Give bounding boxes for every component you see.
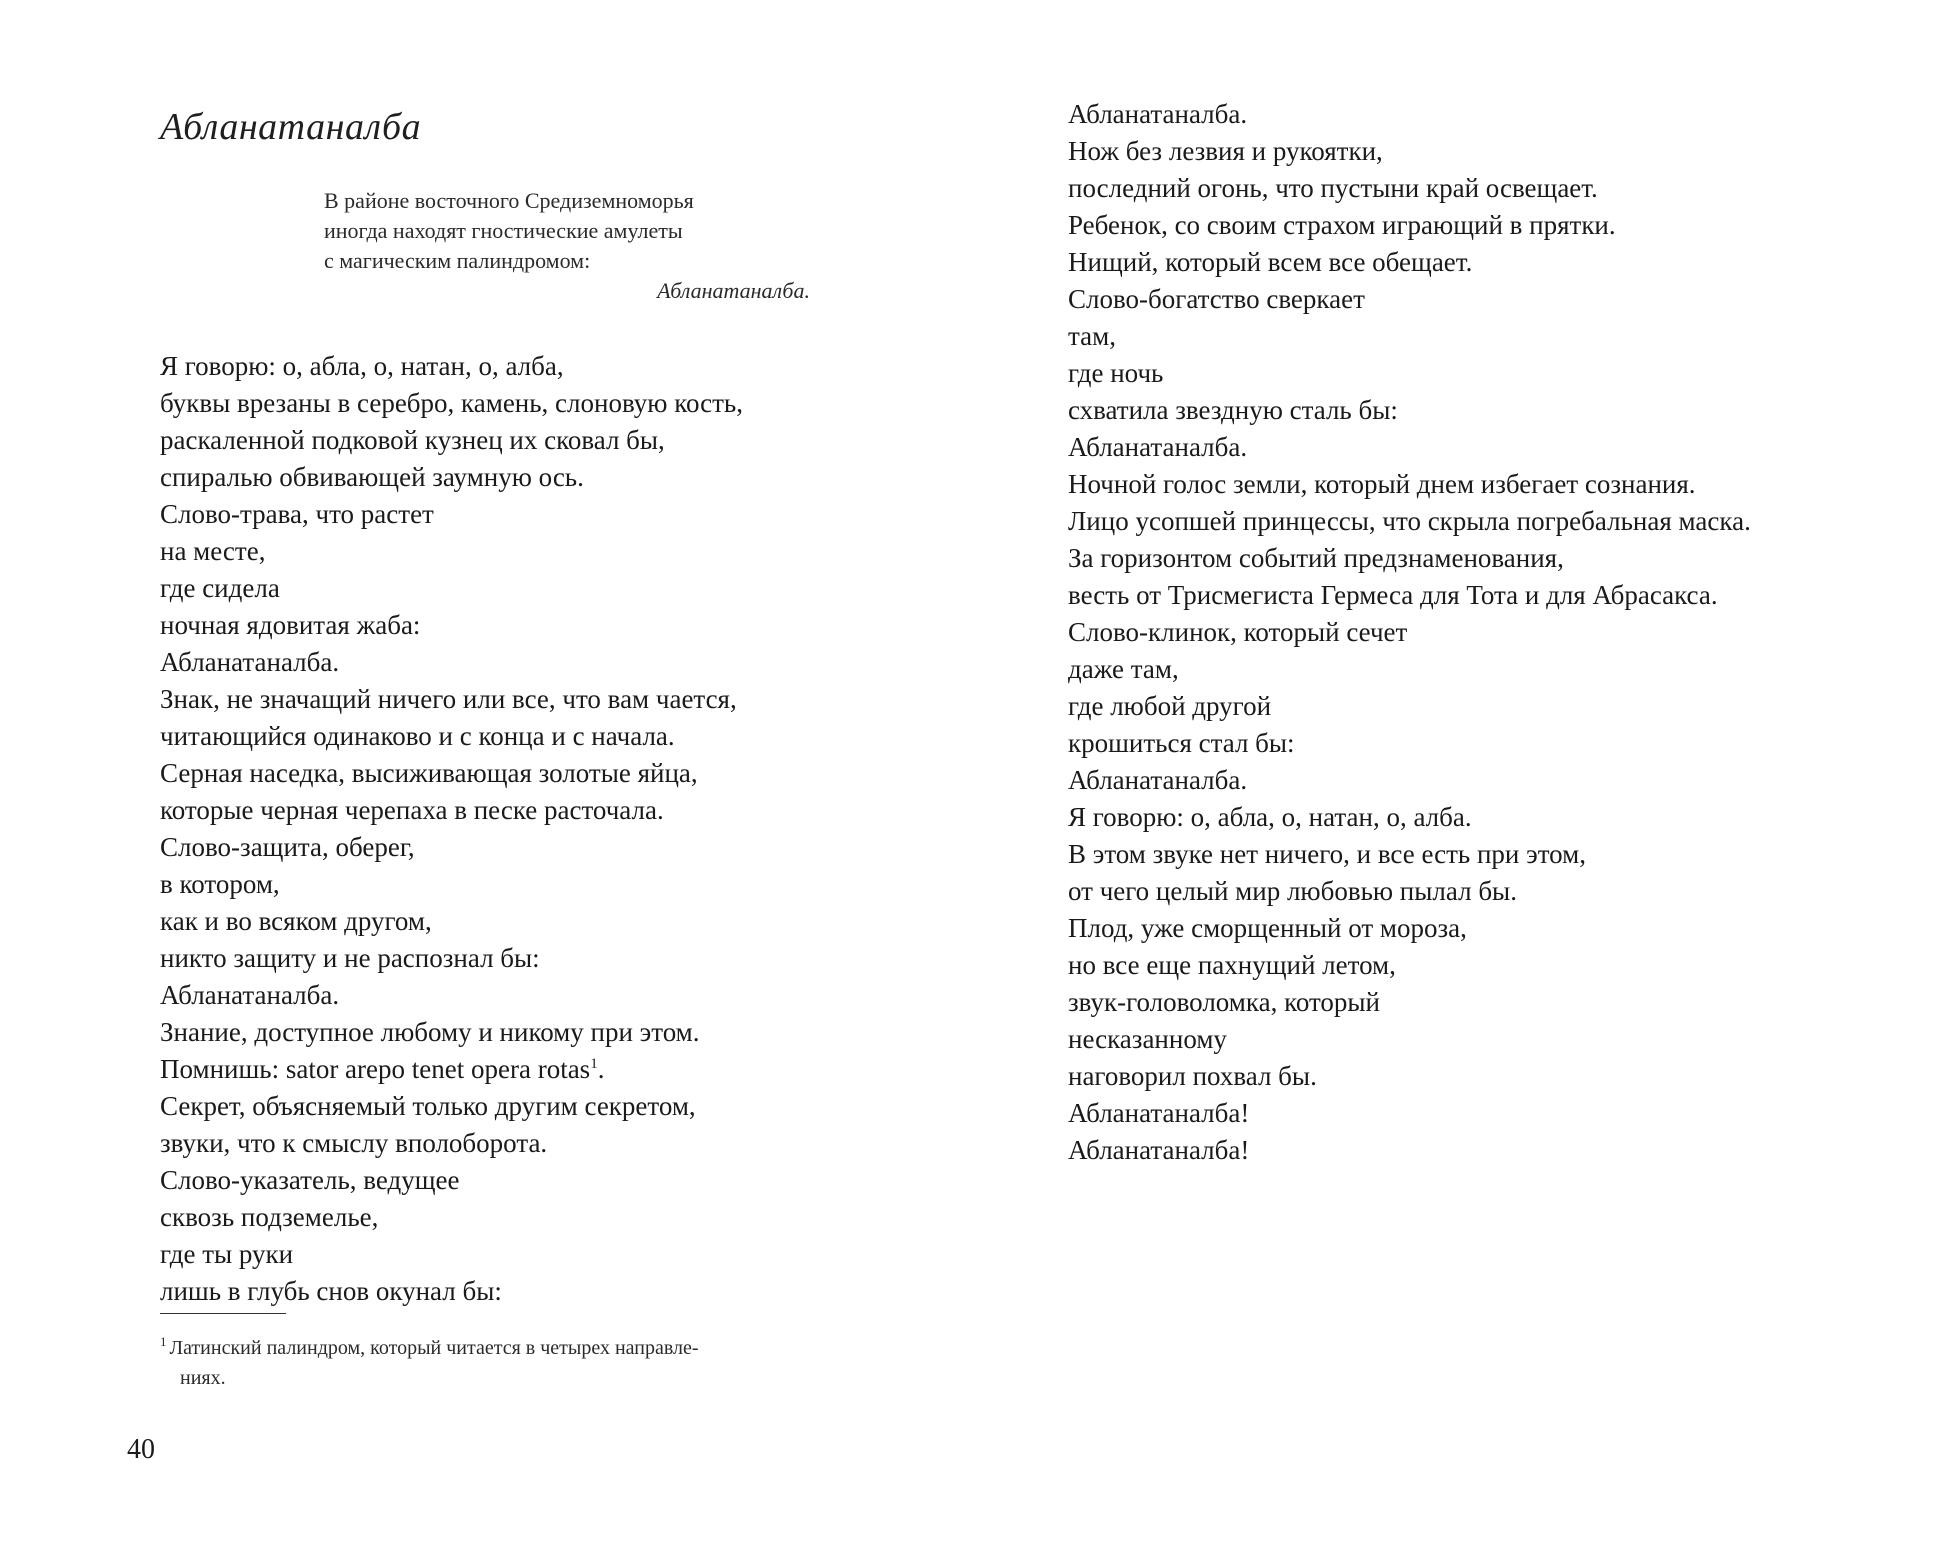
page-number: 40 [127,1434,155,1465]
verse-line: сквозь подземелье, [160,1202,379,1232]
verse-line: Абланатаналба. [160,980,340,1010]
verse-line: которые черная черепаха в песке расточала. [160,795,664,825]
verse-line: звук-головоломка, который [1068,987,1380,1017]
footnote-mark: 1 [160,1334,167,1350]
verse-line: где сидела [160,573,280,603]
footnote-reference[interactable]: 1 [590,1056,598,1072]
verse-line: даже там, [1068,654,1179,684]
verse-line: читающийся одинаково и с конца и с начала. [160,721,675,751]
verse-line: Ребенок, со своим страхом играющий в прятки. [1068,210,1616,240]
verse-line: звуки, что к смыслу вполоборота. [160,1128,548,1158]
verse-right-column [1068,96,1751,1169]
verse-line: несказанному [1068,1024,1227,1054]
verse-line: в котором, [160,869,280,899]
verse-line: Абланатаналба! [1068,1098,1250,1128]
verse-line: лишь в глубь снов окунал бы: [160,1276,502,1306]
epigraph-line: с магическим палиндромом: [324,248,591,273]
verse-line: Абланатаналба. [1068,432,1248,462]
verse-line: Плод, уже сморщенный от мороза, [1068,913,1467,943]
verse-line: там, [1068,321,1116,351]
verse-line: буквы врезаны в серебро, камень, слоновую кость, [160,388,743,418]
verse-line: наговорил похвал бы. [1068,1061,1317,1091]
footnote-text: Латинский палиндром, который читается в четырех направле- [169,1337,699,1359]
footnote-divider [160,1313,286,1314]
verse-line: где любой другой [1068,691,1272,721]
verse-line: как и во всяком другом, [160,906,432,936]
verse-line: но все еще пахнущий летом, [1068,950,1396,980]
verse-line: Нищий, который всем все обещает. [1068,247,1473,277]
epigraph [324,186,810,306]
epigraph-palindrome: Абланатаналба. [657,278,810,303]
verse-line: Абланатаналба. [1068,765,1248,795]
verse-line: где ты руки [160,1239,294,1269]
verse-line: Знание, доступное любому и никому при этом. [160,1017,700,1047]
verse-line: Абланатаналба! [1068,1135,1250,1165]
verse-line: Серная наседка, высиживающая золотые яйца, [160,758,698,788]
verse-line: ночная ядовитая жаба: [160,610,421,640]
verse-line: Слово-богатство сверкает [1068,284,1365,314]
verse-line: где ночь [1068,358,1164,388]
verse-line: В этом звуке нет ничего, и все есть при этом, [1068,839,1586,869]
verse-line: Слово-указатель, ведущее [160,1165,460,1195]
verse-line-end: . [597,1054,605,1084]
epigraph-line: иногда находят гностические амулеты [324,218,683,243]
verse-line: схватила звездную сталь бы: [1068,395,1398,425]
verse-line-with-footnote [160,1051,743,1088]
footnote-text-continuation: ниях. [180,1367,226,1389]
verse-line: Я говорю: о, абла, о, натан, о, алба. [1068,802,1472,832]
verse-line: Слово-клинок, который сечет [1068,617,1408,647]
verse-line: Нож без лезвия и рукоятки, [1068,136,1383,166]
verse-line: весть от Трисмегиста Гермеса для Тота и для Абрасакса. [1068,580,1718,610]
verse-line: Ночной голос земли, который днем избегает сознания. [1068,469,1696,499]
verse-line: спиралью обвивающей заумную ось. [160,462,584,492]
verse-line-text: Помнишь: sator arepo tenet opera rotas [160,1054,591,1084]
verse-line: Слово-трава, что растет [160,499,434,529]
footnote [160,1333,900,1393]
verse-line: никто защиту и не распознал бы: [160,943,540,973]
verse-left-column [160,348,743,1310]
verse-line: раскаленной подковой кузнец их сковал бы, [160,425,665,455]
verse-line: последний огонь, что пустыни край освещает. [1068,173,1598,203]
poem-title: Абланатаналба [160,106,422,148]
verse-line: Абланатаналба. [160,647,340,677]
verse-line: За горизонтом событий предзнаменования, [1068,543,1564,573]
verse-line: Секрет, объясняемый только другим секретом, [160,1091,696,1121]
verse-line: Знак, не значащий ничего или все, что вам чается, [160,684,737,714]
verse-line: Слово-защита, оберег, [160,832,415,862]
verse-line: Абланатаналба. [1068,99,1248,129]
verse-line: на месте, [160,536,266,566]
epigraph-line: В районе восточного Средиземноморья [324,188,694,213]
verse-line: Я говорю: о, абла, о, натан, о, алба, [160,351,564,381]
verse-line: Лицо усопшей принцессы, что скрыла погребальная маска. [1068,506,1751,536]
verse-line: крошиться стал бы: [1068,728,1295,758]
verse-line: от чего целый мир любовью пылал бы. [1068,876,1517,906]
